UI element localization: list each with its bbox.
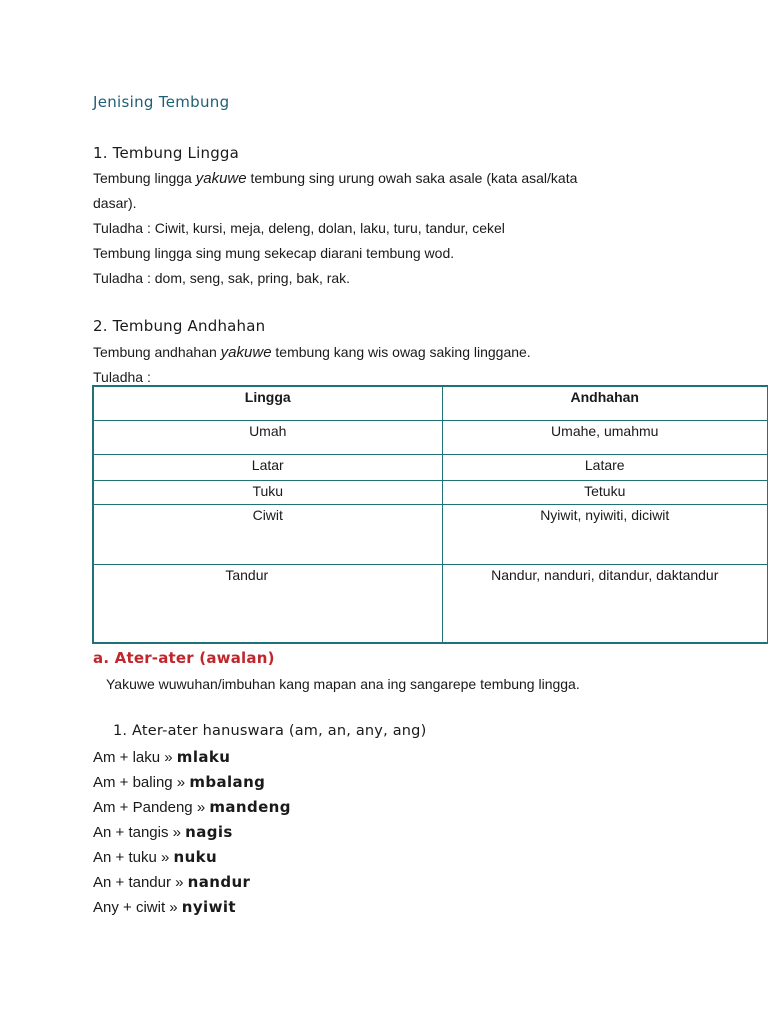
paragraph-line: Tuladha : dom, seng, sak, pring, bak, rak. xyxy=(93,270,351,286)
paragraph-line: Yakuwe wuwuhan/imbuhan kang mapan ana ing sangarepe tembung lingga. xyxy=(106,676,580,692)
example-result: nyiwit xyxy=(181,898,236,916)
text-span: tembung sing urung owah saka asale (kata asal/kata xyxy=(246,170,578,186)
example-formula: An + tandur » xyxy=(93,874,188,891)
table-row xyxy=(93,504,768,564)
lingga-andhahan-table xyxy=(92,385,768,644)
section-heading-tembung-andhahan: 2. Tembung Andhahan xyxy=(93,317,266,335)
table-row xyxy=(93,564,768,643)
example-line xyxy=(93,748,230,766)
table-row xyxy=(93,420,768,454)
example-formula: An + tangis » xyxy=(93,824,186,841)
table-cell: Tandur xyxy=(93,564,442,643)
paragraph-line: Tuladha : xyxy=(93,369,151,385)
example-line xyxy=(93,848,217,866)
table-header-row xyxy=(93,386,768,420)
example-line xyxy=(93,773,265,791)
table-cell: Umahe, umahmu xyxy=(442,420,768,454)
example-line xyxy=(93,798,291,816)
table-row xyxy=(93,454,768,480)
text-span: tembung kang wis owag saking linggane. xyxy=(271,344,531,360)
paragraph-line: dasar). xyxy=(93,195,137,211)
example-formula: Any + ciwit » xyxy=(93,899,182,916)
table-header-cell: Andhahan xyxy=(442,386,768,420)
table-cell: Latar xyxy=(93,454,442,480)
table-header-cell: Lingga xyxy=(93,386,442,420)
example-result: mbalang xyxy=(189,773,266,791)
table-cell: Nyiwit, nyiwiti, diciwit xyxy=(442,504,768,564)
table-cell: Ciwit xyxy=(93,504,442,564)
paragraph-line xyxy=(93,170,577,187)
example-line xyxy=(93,898,236,916)
example-formula: An + tuku » xyxy=(93,849,174,866)
example-line xyxy=(93,823,233,841)
table-row xyxy=(93,480,768,504)
example-formula: Am + Pandeng » xyxy=(93,799,210,816)
section-heading-ater-ater: a. Ater-ater (awalan) xyxy=(93,649,275,667)
italic-term: yakuwe xyxy=(195,170,247,187)
table-cell: Latare xyxy=(442,454,768,480)
text-span: Tembung andhahan xyxy=(93,344,221,360)
example-result: nuku xyxy=(173,848,218,866)
example-result: mandeng xyxy=(209,798,291,816)
example-result: mlaku xyxy=(176,748,231,766)
paragraph-line xyxy=(93,344,531,361)
table-cell: Tuku xyxy=(93,480,442,504)
section-heading-tembung-lingga: 1. Tembung Lingga xyxy=(93,144,240,162)
example-line xyxy=(93,873,250,891)
paragraph-line: Tembung lingga sing mung sekecap diarani tembung wod. xyxy=(93,245,455,261)
example-result: nagis xyxy=(185,823,233,841)
example-result: nandur xyxy=(187,873,251,891)
paragraph-line: Tuladha : Ciwit, kursi, meja, deleng, dolan, laku, turu, tandur, cekel xyxy=(93,220,505,236)
text-span: Tembung lingga xyxy=(93,170,196,186)
italic-term: yakuwe xyxy=(220,344,272,361)
example-formula: Am + baling » xyxy=(93,774,190,791)
table-cell: Umah xyxy=(93,420,442,454)
table-cell: Nandur, nanduri, ditandur, daktandur xyxy=(442,564,768,643)
subsection-heading-hanuswara: 1. Ater-ater hanuswara (am, an, any, ang) xyxy=(113,723,427,739)
table-cell: Tetuku xyxy=(442,480,768,504)
page-title: Jenising Tembung xyxy=(93,93,230,111)
example-formula: Am + laku » xyxy=(93,749,177,766)
